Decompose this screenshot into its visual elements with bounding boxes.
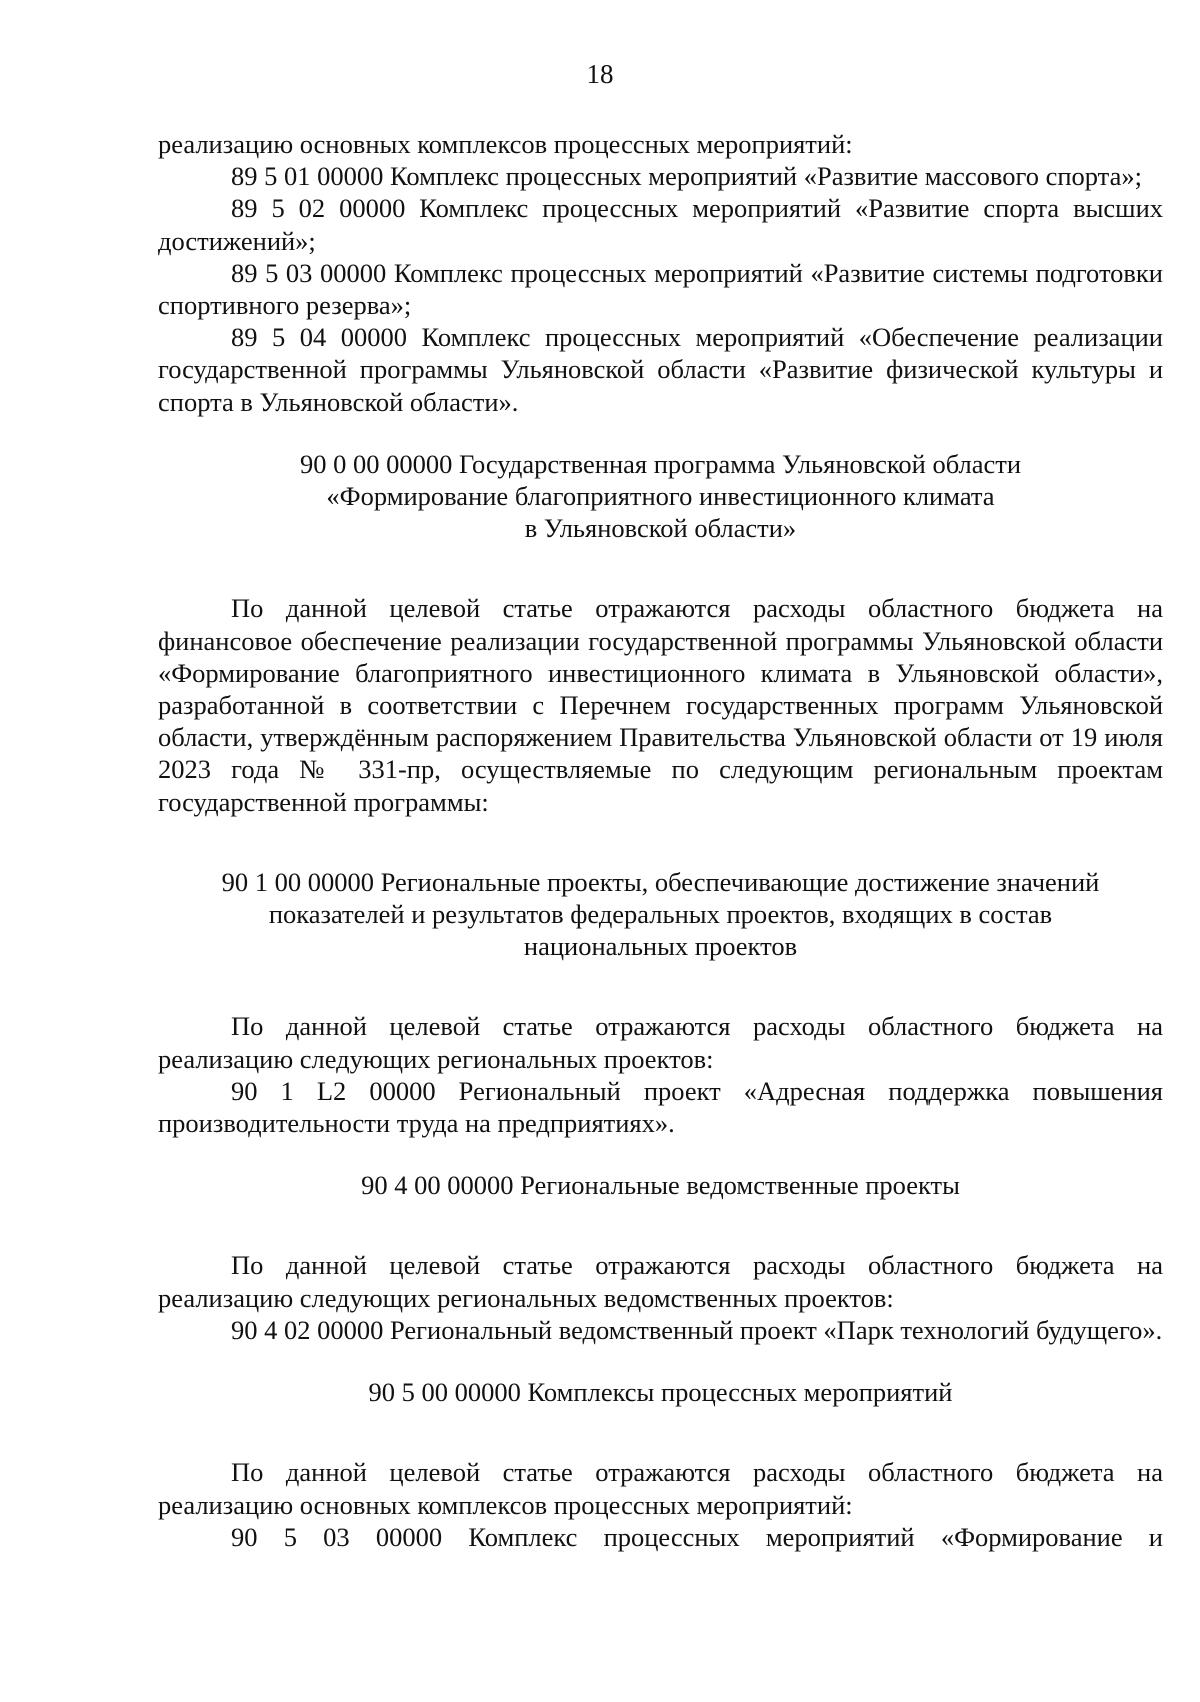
section-paragraph: По данной целевой статье отражаются расходы областного бюджета на реализацию следующих региональных ведомственных проектов:	[158, 1250, 1163, 1313]
list-item: 89 5 04 00000 Комплекс процессных мероприятий «Обеспечение реализации государственной программы Ульяновской области «Развитие физической культуры и спорта в Ульяновской области».	[158, 322, 1163, 417]
section-paragraph: По данной целевой статье отражаются расходы областного бюджета на реализацию следующих региональных проектов:	[158, 1011, 1163, 1074]
section-heading-departmental-projects: 90 4 00 00000 Региональные ведомственные проекты	[361, 1170, 960, 1201]
document-body	[158, 128, 1163, 1553]
heading-line: 90 0 00 00000 Государственная программа Ульяновской области	[299, 448, 1022, 479]
section-paragraph: По данной целевой статье отражаются расходы областного бюджета на реализацию основных комплексов процессных мероприятий:	[158, 1457, 1163, 1520]
list-item: 90 1 L2 00000 Региональный проект «Адресная поддержка повышения производительности труда на предприятиях».	[158, 1075, 1163, 1139]
intro-lead: реализацию основных комплексов процессных мероприятий:	[158, 129, 853, 159]
list-item: 90 4 02 00000 Региональный ведомственный проект «Парк технологий будущего».	[231, 1314, 1163, 1345]
section-heading-process-complexes: 90 5 00 00000 Комплексы процессных мероприятий	[368, 1377, 953, 1408]
section-heading-regional-projects	[158, 866, 1163, 963]
heading-line: национальных проектов	[523, 931, 798, 962]
section-paragraph: По данной целевой статье отражаются расходы областного бюджета на финансовое обеспечение реализации государственной программы Ульяновской области «Формирование благоприятного инвестиционного климата в Ульяновской области», разработанной в соответствии с Перечнем государственных программ Ульяновской области, утверждённым распоряжением Правительства Ульяновской области от 19 июля 2023 года № 331-пр, осуществляемые по следующим региональным проектам государственной программы:	[158, 593, 1163, 817]
list-item: 89 5 01 00000 Комплекс процессных мероприятий «Развитие массового спорта»;	[231, 161, 1142, 192]
section-heading-program-90	[158, 448, 1163, 545]
page-number: 18	[586, 59, 614, 89]
list-item: 90 5 03 00000 Комплекс процессных мероприятий «Формирование и	[231, 1521, 1163, 1552]
list-item: 89 5 02 00000 Комплекс процессных мероприятий «Развитие спорта высших достижений»;	[158, 193, 1163, 256]
heading-line: в Ульяновской области»	[524, 513, 797, 544]
heading-line: «Формирование благоприятного инвестиционного климата	[326, 481, 995, 512]
heading-line: показателей и результатов федеральных проектов, входящих в состав	[268, 899, 1053, 930]
heading-line: 90 1 00 00000 Региональные проекты, обеспечивающие достижение значений	[221, 866, 1100, 897]
list-item: 89 5 03 00000 Комплекс процессных мероприятий «Развитие системы подготовки спортивного резерва»;	[158, 257, 1163, 321]
